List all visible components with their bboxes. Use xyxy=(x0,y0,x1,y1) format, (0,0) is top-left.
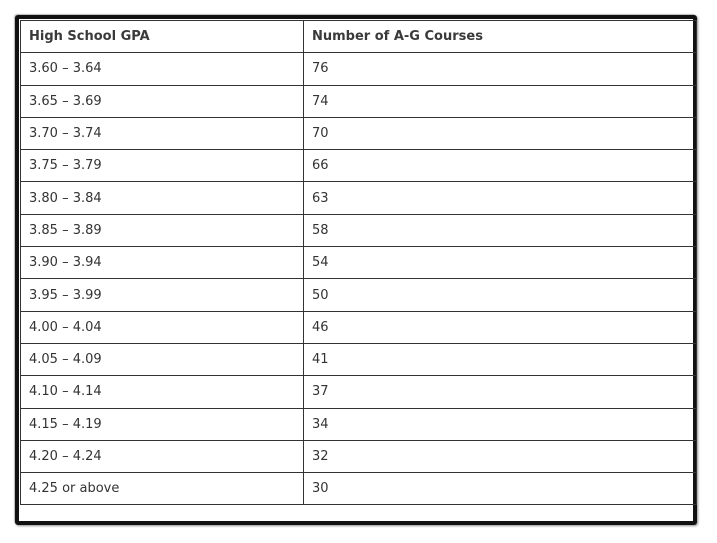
gpa-cell: 4.15 – 4.19 xyxy=(21,408,304,440)
gpa-courses-table xyxy=(20,20,697,505)
gpa-cell: 3.70 – 3.74 xyxy=(21,117,304,149)
table-row xyxy=(21,408,697,440)
gpa-cell: 3.75 – 3.79 xyxy=(21,150,304,182)
gpa-cell: 3.85 – 3.89 xyxy=(21,214,304,246)
courses-cell: 66 xyxy=(304,150,697,182)
courses-cell: 46 xyxy=(304,311,697,343)
header-row xyxy=(21,21,697,53)
courses-cell: 70 xyxy=(304,117,697,149)
gpa-cell: 4.20 – 4.24 xyxy=(21,440,304,472)
table-row xyxy=(21,85,697,117)
table-row xyxy=(21,376,697,408)
courses-cell: 41 xyxy=(304,343,697,375)
gpa-cell: 4.00 – 4.04 xyxy=(21,311,304,343)
header-gpa: High School GPA xyxy=(21,21,304,53)
table-row xyxy=(21,311,697,343)
courses-cell: 34 xyxy=(304,408,697,440)
table-row xyxy=(21,53,697,85)
header-courses: Number of A-G Courses xyxy=(304,21,697,53)
gpa-cell: 3.80 – 3.84 xyxy=(21,182,304,214)
gpa-cell: 3.60 – 3.64 xyxy=(21,53,304,85)
table-row xyxy=(21,440,697,472)
table-row xyxy=(21,279,697,311)
gpa-cell: 4.25 or above xyxy=(21,473,304,505)
gpa-cell: 3.90 – 3.94 xyxy=(21,247,304,279)
table-row xyxy=(21,117,697,149)
gpa-cell: 4.05 – 4.09 xyxy=(21,343,304,375)
courses-cell: 63 xyxy=(304,182,697,214)
table-frame xyxy=(15,15,697,525)
gpa-cell: 3.95 – 3.99 xyxy=(21,279,304,311)
courses-cell: 58 xyxy=(304,214,697,246)
table-row xyxy=(21,150,697,182)
table-row xyxy=(21,182,697,214)
table-row xyxy=(21,343,697,375)
courses-cell: 74 xyxy=(304,85,697,117)
courses-cell: 54 xyxy=(304,247,697,279)
table-row xyxy=(21,247,697,279)
courses-cell: 30 xyxy=(304,473,697,505)
courses-cell: 76 xyxy=(304,53,697,85)
table-row xyxy=(21,214,697,246)
courses-cell: 50 xyxy=(304,279,697,311)
courses-cell: 37 xyxy=(304,376,697,408)
courses-cell: 32 xyxy=(304,440,697,472)
table-row xyxy=(21,473,697,505)
gpa-cell: 4.10 – 4.14 xyxy=(21,376,304,408)
gpa-cell: 3.65 – 3.69 xyxy=(21,85,304,117)
